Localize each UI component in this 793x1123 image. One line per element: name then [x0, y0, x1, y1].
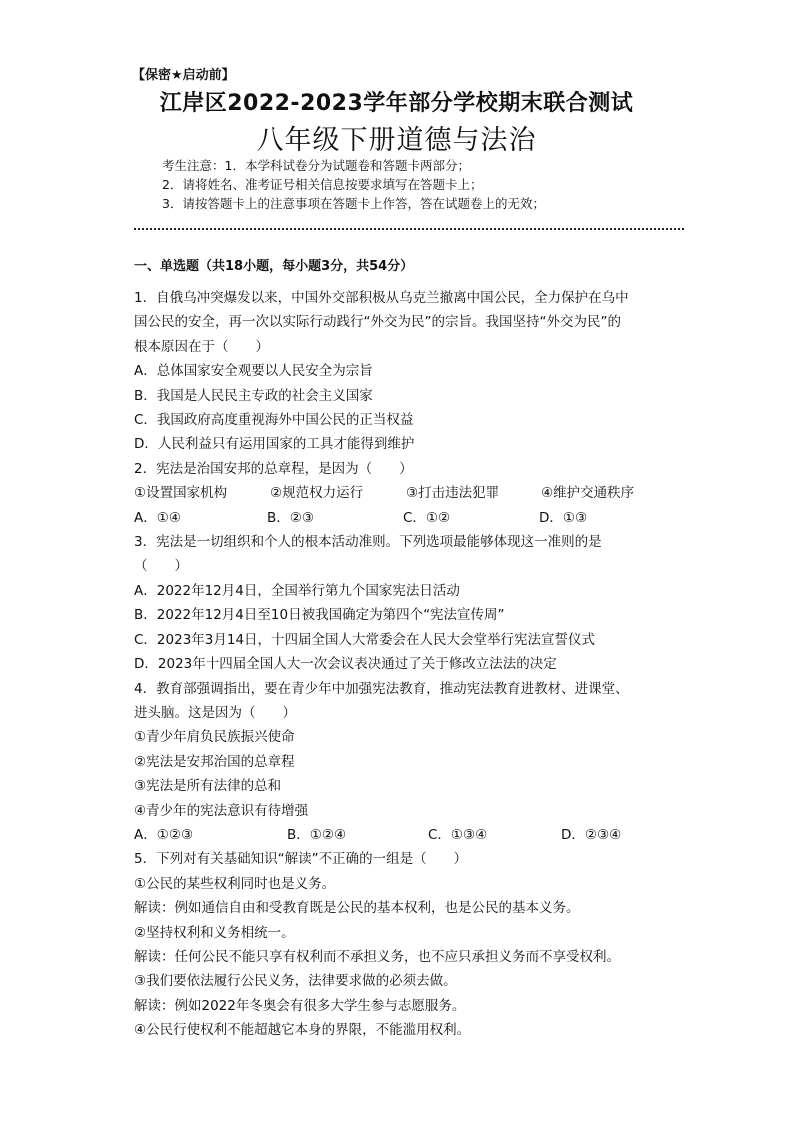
q2-stem: 2．宪法是治国安邦的总章程，是因为（ ） [134, 460, 413, 477]
q3-option-b: B．2022年12月4日至10日被我国确定为第四个“宪法宣传周” [134, 607, 505, 624]
q5-point-2: ②坚持权利和义务相统一。 [134, 924, 295, 941]
q2-option-d: D．①③ [539, 509, 588, 526]
q4-item-3: ③宪法是所有法律的总和 [134, 778, 282, 795]
q1-stem-line-1: 1．自俄乌冲突爆发以来，中国外交部积极从乌克兰撤离中国公民，全力保护在乌中 [134, 290, 629, 306]
q5-explain-3: 解读：例如2022年冬奥会有很多大学生参与志愿服务。 [134, 997, 466, 1014]
q2-options [134, 506, 674, 530]
q4-stem-line-1: 4．教育部强调指出，要在青少年中加强宪法教育，推动宪法教育进教材、进课堂、 [134, 680, 629, 697]
q2-option-a: A．①④ [134, 509, 181, 526]
q1-stem-line-3: 根本原因在于（ ） [134, 338, 269, 355]
q4-option-b: B．①②④ [287, 826, 347, 843]
candidate-notice [162, 156, 545, 213]
exam-subtitle: 八年级下册道德与法治 [256, 125, 537, 156]
q5-point-4: ④公民行使权利不能超越它本身的界限，不能滥用权利。 [134, 1022, 471, 1039]
q2-items [134, 481, 674, 505]
q5-explain-1: 解读：例如通信自由和受教育既是公民的基本权利，也是公民的基本义务。 [134, 900, 580, 917]
q4-option-a: A．①②③ [134, 826, 194, 843]
q4-option-c: C．①③④ [428, 826, 488, 843]
q1-option-c: C．我国政府高度重视海外中国公民的正当权益 [134, 412, 414, 429]
questions [134, 286, 674, 1043]
q3-stem-line-1: 3．宪法是一切组织和个人的根本活动准则。下列选项最能够体现这一准则的是 [134, 534, 602, 551]
q1-option-d: D．人民利益只有运用国家的工具才能得到维护 [134, 436, 415, 453]
q3-option-a: A．2022年12月4日，全国举行第九个国家宪法日活动 [134, 582, 460, 599]
q1-option-a: A．总体国家安全观要以人民安全为宗旨 [134, 363, 373, 380]
dotted-divider [134, 228, 684, 230]
notice-line-1: 考生注意：1．本学科试卷分为试题卷和答题卡两部分； [162, 158, 470, 173]
q5-explain-2: 解读：任何公民不能只享有权利而不承担义务，也不应只承担义务而不享受权利。 [134, 948, 620, 965]
q4-option-d: D．②③④ [561, 826, 622, 843]
q3-stem-line-2: （ ） [134, 558, 188, 575]
q2-option-c: C．①② [403, 509, 451, 526]
exam-title: 江岸区2022-2023学年部分学校期末联合测试 [159, 91, 634, 116]
notice-line-3: 3．请按答题卡上的注意事项在答题卡上作答，答在试题卷上的无效； [162, 196, 545, 211]
q5-point-3: ③我们要依法履行公民义务，法律要求做的必须去做。 [134, 973, 457, 990]
q4-options [134, 823, 674, 847]
q3-option-c: C．2023年3月14日，十四届全国人大常委会在人民大会堂举行宪法宣誓仪式 [134, 631, 596, 648]
q2-option-b: B．②③ [267, 509, 314, 526]
q2-item-3: ③打击违法犯罪 [406, 485, 500, 502]
q4-item-4: ④青少年的宪法意识有待增强 [134, 802, 309, 819]
q2-item-4: ④维护交通秩序 [541, 485, 635, 502]
q1-stem-line-2: 国公民的安全，再一次以实际行动践行“外交为民”的宗旨。我国坚持“外交为民”的 [134, 314, 621, 331]
confidential-label: 【保密★启动前】 [132, 68, 235, 83]
q4-stem-line-2: 进头脑。这是因为（ ） [134, 704, 296, 721]
section-title: 一、单选题（共18小题，每小题3分，共54分） [134, 259, 414, 274]
q5-point-1: ①公民的某些权利同时也是义务。 [134, 875, 336, 892]
q1-option-b: B．我国是人民民主专政的社会主义国家 [134, 387, 373, 404]
q5-stem: 5．下列对有关基础知识“解读”不正确的一组是（ ） [134, 851, 468, 868]
q2-item-2: ②规范权力运行 [270, 485, 364, 502]
q3-option-d: D．2023年十四届全国人大一次会议表决通过了关于修改立法法的决定 [134, 656, 557, 673]
q4-item-1: ①青少年肩负民族振兴使命 [134, 729, 295, 746]
q4-item-2: ②宪法是安邦治国的总章程 [134, 753, 295, 770]
q2-item-1: ①设置国家机构 [134, 485, 228, 502]
notice-line-2: 2．请将姓名、准考证号相关信息按要求填写在答题卡上； [162, 177, 483, 192]
